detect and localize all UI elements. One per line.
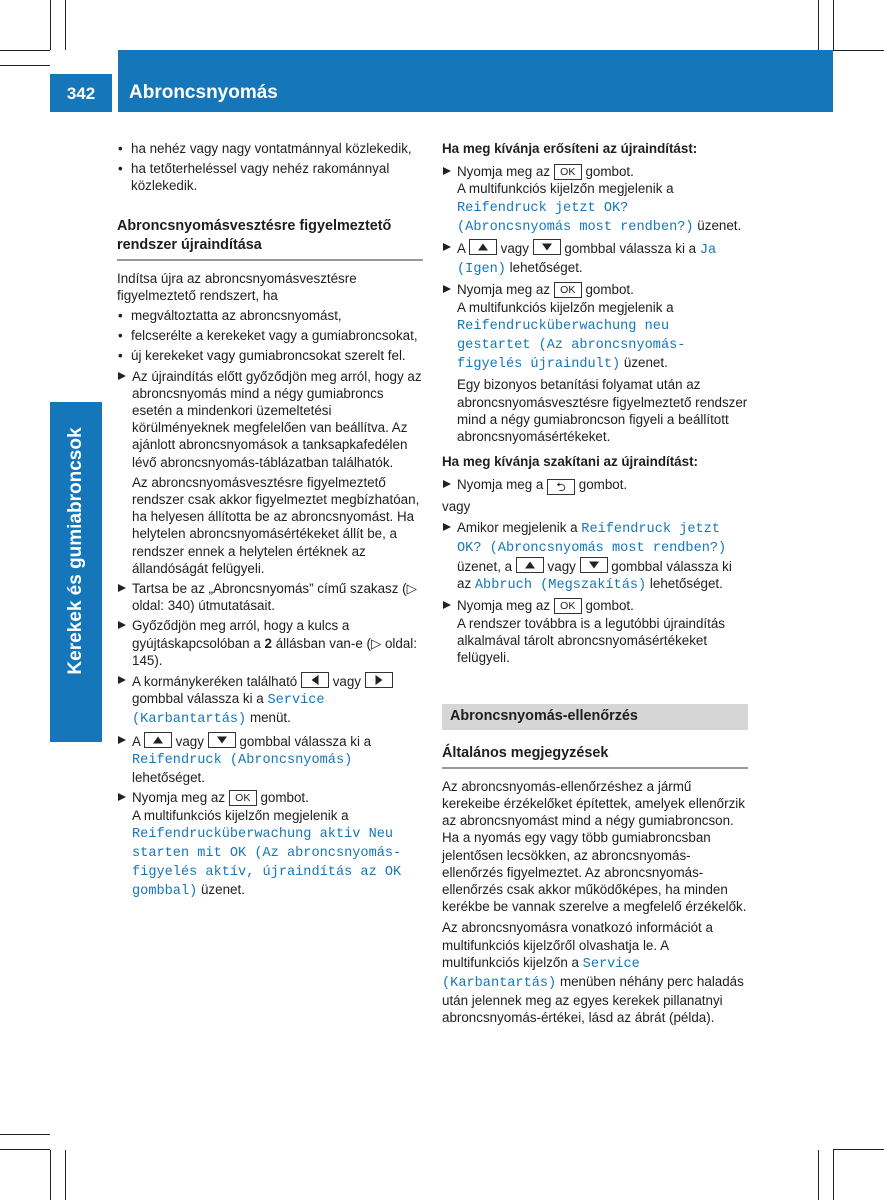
back-key-icon: ⮌ [547,479,575,495]
display-text: Abbruch (Megszakítás) [474,578,647,594]
step [442,519,748,595]
text: Amikor megjelenik a [457,519,582,535]
text: Győződjön meg arról, hogy a kulcs a gyújtáskapcsolóban a [132,618,350,651]
text: A multifunkciós kijelzőn megjelenik a [132,807,349,823]
crop-mark [833,50,884,51]
display-text: Reifendruck (Abroncsnyomás) [132,752,353,768]
text: gombbal válassza ki a [560,241,700,257]
display-text: Service (Karbantartás) [132,693,325,728]
crop-mark [50,1150,51,1200]
right-column [442,140,748,1030]
text: lehetőséget. [646,576,723,592]
text: Nyomja meg a [457,477,548,493]
left-arrow-key-icon [301,672,329,688]
text: lehetőséget. [132,770,205,786]
text: menüt. [246,710,291,726]
section-banner: Abroncsnyomás-ellenőrzés [442,704,748,730]
text: vagy [543,559,580,575]
up-arrow-key-icon [516,557,544,573]
crop-mark [0,1134,50,1135]
down-arrow-key-icon [580,557,608,573]
text: üzenet, a [457,559,516,575]
step [442,163,748,236]
text: A kormánykeréken található [132,674,301,690]
text: vagy [496,241,533,257]
display-text: Reifendruck jetzt OK? (Abroncsnyomás most rendben?) [457,200,694,235]
text: menüben néhány perc haladás után jelennek meg az egyes kerekek pillanatnyi abroncsnyomás-értékei, lásd az ábrát (példa). [442,974,744,1026]
section-heading: Abroncsnyomásvesztésre figyelmeztető rendszer újraindítása [117,217,423,261]
text: gombbal válassza ki a [235,733,372,749]
step: Az újraindítás előtt győződjön meg arról, hogy az abroncsnyomás mind a négy gumiabroncs esetén a mindenkori üzemeltetési körülményeknek megfelelően van beállítva. Az ajánlott abroncsnyomások a tanksapkafedélen lévő abroncsnyomás-táblázatban találhatók. [117,368,423,471]
crop-mark [818,1150,819,1200]
crop-mark [833,1149,884,1150]
ok-key-icon: OK [554,598,582,614]
step [117,789,423,900]
ok-key-icon: OK [554,164,582,180]
crop-mark [833,1150,834,1200]
display-text: Reifendruck jetzt OK? (Abroncsnyomás most rendben?) [457,521,727,556]
text: vagy [171,733,208,749]
text: gombbal válassza ki a [132,691,268,707]
text: Nyomja meg az [132,790,229,806]
text: üzenet. [620,355,668,371]
crop-mark [0,65,50,66]
step [117,672,423,729]
paragraph: Az abroncsnyomás-ellenőrzéshez a jármű kerekeibe érzékelőket építettek, amelyek ellenőrzik az abroncsnyomást mind a négy gumiabroncson. Ha a nyomás egy vagy több gumiabroncsban jelentősen lecsökken, az abroncsnyomás-ellenőrzés figyelmeztet. Az abroncsnyomás-ellenőrzés csak akkor működőképes, ha minden kerékbe be vannak szerelve a megfelelő érzékelők. [442,778,747,915]
text: Nyomja meg az [457,164,554,180]
text: A multifunkciós kijelzőn megjelenik a [457,181,674,197]
up-arrow-key-icon [144,732,172,748]
text: üzenet. [693,217,742,233]
display-text: Ja (Igen) [457,243,717,278]
down-arrow-key-icon [208,732,236,748]
step [442,597,748,666]
list-item: • új kerekeket vagy gumiabroncsokat szerelt fel. [117,347,423,364]
crop-mark [50,0,51,50]
text: A [132,733,144,749]
text: lehetőséget. [505,260,583,276]
text: gombot. [581,282,634,298]
paragraph: vagy [442,499,471,515]
right-arrow-key-icon [365,672,393,688]
paragraph: Az abroncsnyomásvesztésre figyelmeztető rendszer csak akkor figyelmeztet megbízhatóan, ha helyesen állította be az abroncsnyomást. Ha helytelen abroncsnyomásértékeket állít be, a rendszer ennek a helytelen értéknek az állandóságát felügyeli. [132,474,420,576]
page-title: Abroncsnyomás [129,82,278,103]
paragraph: Egy bizonyos betanítási folyamat után az abroncsnyomásvesztésre figyelmeztető rendszer mind a négy gumiabroncson figyeli a beállított abroncsnyomásértékeket. [457,377,748,445]
ok-key-icon: OK [554,282,582,298]
crop-mark [65,1150,66,1200]
step [442,239,748,278]
position-number: 2 [264,635,272,651]
list-item: • felcserélte a kerekeket vagy a gumiabroncsokat, [117,327,423,344]
left-column [117,140,423,904]
text: gombot. [575,477,628,493]
text: gombot. [581,598,634,614]
text: vagy [328,674,365,690]
crop-mark [0,50,50,51]
text: A rendszer továbbra is a legutóbbi újraindítás alkalmával tárolt abroncsnyomásértékeket felügyeli. [457,615,725,666]
text: gombbal válassza ki az [457,559,732,592]
crop-mark [833,0,834,50]
paragraph: Indítsa újra az abroncsnyomásvesztésre figyelmeztető rendszert, ha [117,270,357,303]
step [117,617,423,669]
text: gombot. [256,790,309,806]
text: Nyomja meg az [457,598,554,614]
crop-mark [818,0,819,50]
text: állásban van-e (▷ oldal: 145). [132,635,417,668]
step [442,476,748,495]
list-item: • megváltoztatta az abroncsnyomást, [117,307,423,324]
text: üzenet. [197,882,245,898]
section-heading: Általános megjegyzések [442,744,748,769]
text: A multifunkciós kijelzőn megjelenik a [457,299,674,315]
step: Tartsa be az „Abroncsnyomás” című szakasz (▷ oldal: 340) útmutatásait. [117,580,423,614]
subheading: Ha meg kívánja erősíteni az újraindítást: [442,141,698,156]
display-text: Service (Karbantartás) [442,956,640,992]
crop-mark [0,1149,50,1150]
paragraph [442,919,748,1026]
side-tab-label: Kerekek és gumiabroncsok [65,427,86,675]
step [117,732,423,787]
crop-mark [65,0,66,50]
list-item: • ha nehéz vagy nagy vontatmánnyal közlekedik, [117,140,423,157]
ok-key-icon: OK [229,790,257,806]
text: A [457,241,469,257]
list-item: • ha tetőterheléssel vagy nehéz rakománnyal közlekedik. [117,160,423,194]
text: Az abroncsnyomásra vonatkozó információt a multifunkciós kijelzőről olvashatja le. A multifunkciós kijelzőn a [442,920,713,970]
up-arrow-key-icon [469,239,497,255]
text: gombot. [581,164,634,180]
display-text: Reifendrucküberwachung aktiv Neu starten mit OK (Az abroncsnyomás-figyelés aktív, újraindítás az OK gombbal) [132,826,402,900]
down-arrow-key-icon [533,239,561,255]
page-number: 342 [66,84,96,103]
display-text: Reifendrucküberwachung neu gestartet (Az abroncsnyomás-figyelés újraindult) [457,318,686,373]
subheading: Ha meg kívánja szakítani az újraindítást: [442,454,698,470]
text: Nyomja meg az [457,282,554,298]
step [442,281,748,373]
